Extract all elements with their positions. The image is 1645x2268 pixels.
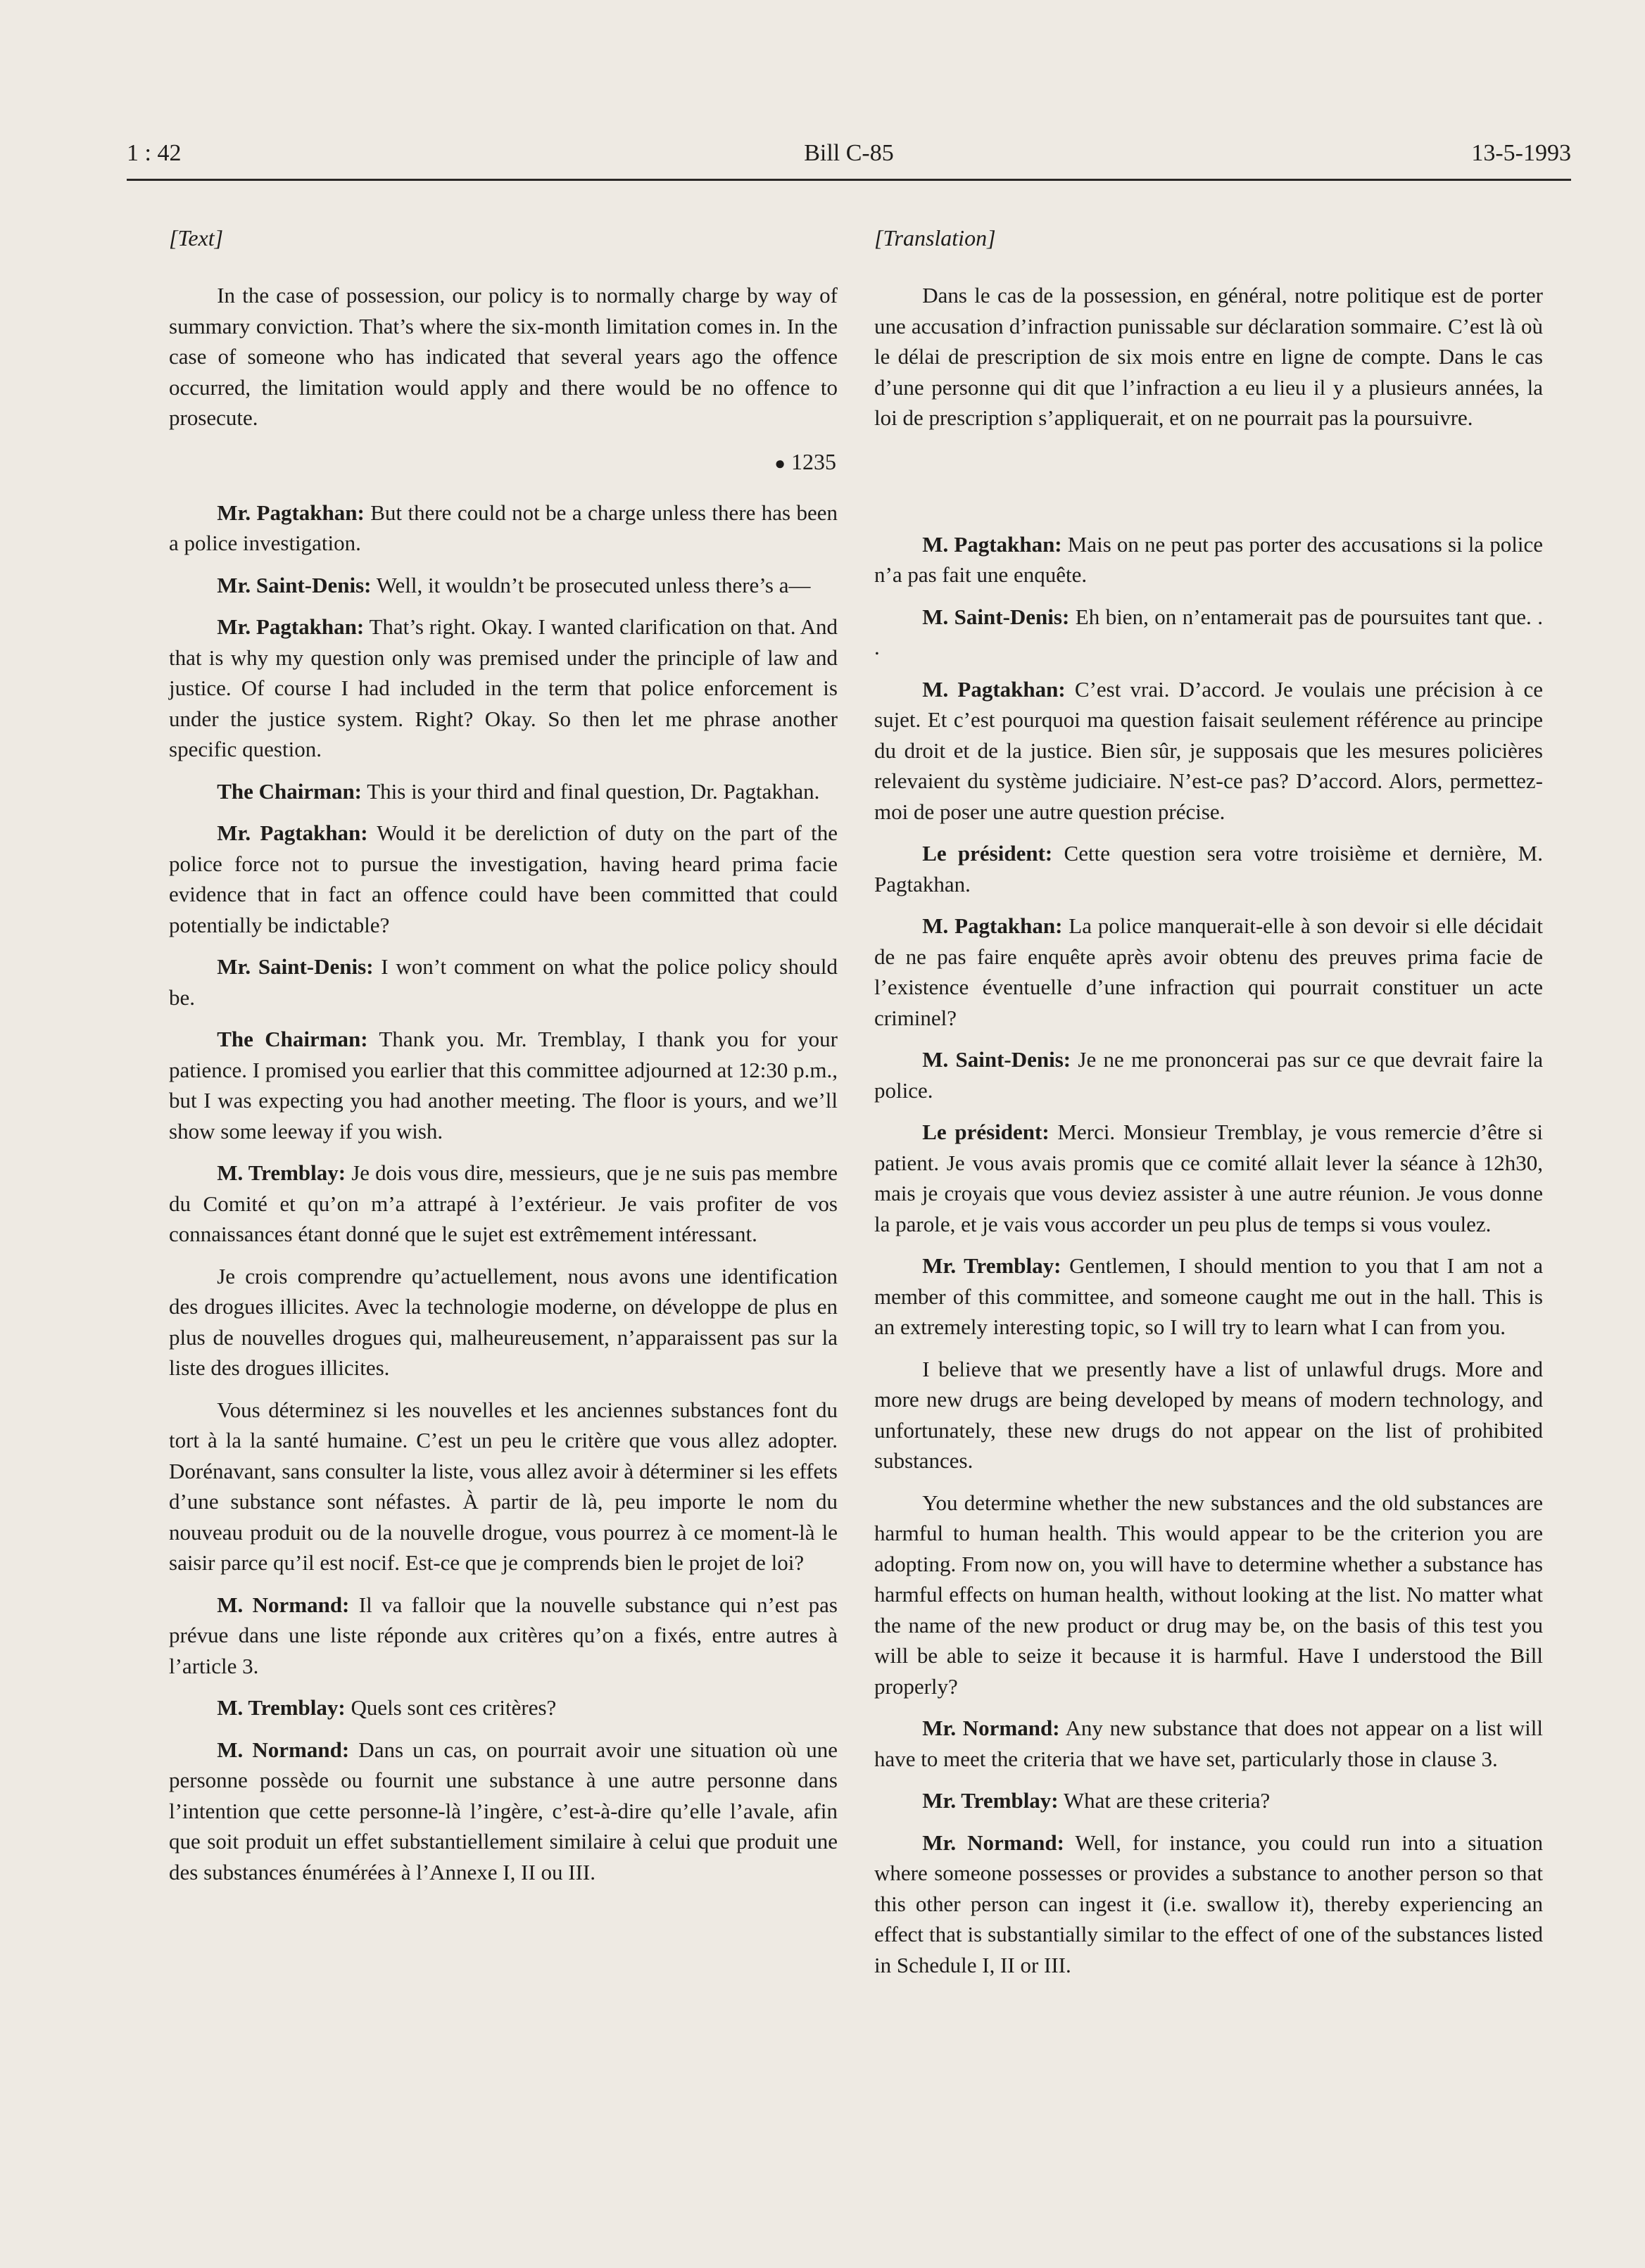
- time-marker-text: 1235: [791, 448, 836, 474]
- paragraph-text: La police manquerait-elle à son devoir si elle décidait de ne pas faire enquête après avoir obtenu des preuves prima facie de l’existence éventuelle d’une infraction qui pourrait constituer un acte criminel?: [874, 913, 1543, 1030]
- paragraph: [169, 612, 838, 765]
- paragraph-text: This is your third and final question, Dr. Pagtakhan.: [362, 778, 820, 804]
- speaker-name: Mr. Normand:: [922, 1830, 1064, 1855]
- paragraph: [874, 602, 1543, 663]
- paragraph: [874, 1117, 1543, 1239]
- speaker-name: Mr. Tremblay:: [922, 1253, 1061, 1278]
- paragraph-text: What are these criteria?: [1058, 1788, 1271, 1813]
- spacer: [874, 445, 1543, 529]
- paragraph: [169, 498, 838, 559]
- paragraph-text: I won’t comment on what the police policy should be.: [169, 954, 838, 1010]
- paragraph-text: Merci. Monsieur Tremblay, je vous remercie d’être si patient. Je vous avais promis que ce comité allait lever la séance à 12h30, mais je croyais que vous deviez assister à une autre réunion. Je vous donne la parole, et je vais vous accorder un peu plus de temps si vous voulez.: [874, 1120, 1544, 1236]
- paragraph: [874, 1713, 1543, 1774]
- speaker-name: M. Tremblay:: [217, 1160, 346, 1185]
- paragraph: [169, 1735, 838, 1888]
- paragraph: [169, 1692, 838, 1723]
- paragraph: [169, 1395, 838, 1578]
- left-column: [169, 224, 838, 1899]
- speaker-name: M. Saint-Denis:: [922, 604, 1070, 629]
- paragraph: [874, 674, 1543, 828]
- paragraph-text: Would it be dereliction of duty on the part of the police force not to pursue the investigation, having heard prima facie evidence that in fact an offence could have been committed that could potentially be indictable?: [169, 821, 838, 937]
- paragraph-text: Mais on ne peut pas porter des accusations si la police n’a pas fait une enquête.: [874, 531, 1543, 587]
- paragraph-text: But there could not be a charge unless there has been a police investigation.: [169, 500, 838, 555]
- paragraph-text: Thank you. Mr. Tremblay, I thank you for your patience. I promised you earlier that this committee adjourned at 12:30 p.m., but I was expecting you had another meeting. The floor is yours, and we’ll show some leeway if you wish.: [169, 1027, 838, 1143]
- speaker-name: Mr. Pagtakhan:: [217, 614, 365, 639]
- page-number: 1 : 42: [127, 140, 182, 166]
- speaker-name: M. Pagtakhan:: [922, 913, 1063, 938]
- speaker-name: M. Normand:: [217, 1737, 350, 1762]
- speaker-name: Le président:: [922, 841, 1053, 866]
- speaker-name: Le président:: [922, 1120, 1050, 1144]
- paragraph-text: Cette question sera votre troisième et dernière, M. Pagtakhan.: [874, 841, 1543, 897]
- paragraph-text: Dans le cas de la possession, en général, notre politique est de porter une accusation d’infraction punissable sur déclaration sommaire. C’est là où le délai de prescription de six mois entre en ligne de compte. Dans le cas d’une personne qui dit que l’infraction a eu lieu il y a plusieurs années, la loi de prescription s’appliquerait, et on ne pourrait pas la poursuivre.: [874, 283, 1543, 430]
- speaker-name: Mr. Pagtakhan:: [217, 821, 368, 845]
- paragraph: [169, 280, 838, 433]
- paragraph: [874, 911, 1543, 1033]
- paragraph: [874, 1827, 1543, 1981]
- bullet-icon: ●: [774, 452, 786, 474]
- paragraph: [169, 818, 838, 940]
- speaker-name: Mr. Pagtakhan:: [217, 500, 365, 525]
- paragraph: [874, 1785, 1543, 1816]
- document-title: Bill C-85: [804, 140, 894, 166]
- paragraph-text: C’est vrai. D’accord. Je voulais une précision à ce sujet. Et c’est pourquoi ma question faisait seulement référence au principe du droit et de la justice. Bien sûr, je supposais que les mesures policières relevaient du système judiciaire. N’est-ce pas? D’accord. Alors, permettez-moi de poser une autre question précise.: [874, 676, 1543, 824]
- time-marker: [169, 448, 838, 478]
- paragraph: [874, 280, 1543, 433]
- paragraph: [169, 951, 838, 1013]
- paragraph: [874, 1250, 1543, 1343]
- speaker-name: Mr. Saint-Denis:: [217, 954, 374, 979]
- paragraph: [169, 1024, 838, 1146]
- speaker-name: The Chairman:: [217, 1027, 368, 1051]
- paragraph-text: Any new substance that does not appear on a list will have to meet the criteria that we have set, particularly those in clause 3.: [874, 1716, 1543, 1771]
- speaker-name: M. Pagtakhan:: [922, 531, 1062, 557]
- paragraph-text: Well, for instance, you could run into a situation where someone possesses or provides a substance to another person so that this other person can ingest it (i.e. swallow it), thereby experiencing an effect that is substantially similar to the effect of one of the substances listed in Schedule I, II or III.: [874, 1830, 1544, 1977]
- speaker-name: M. Pagtakhan:: [922, 676, 1066, 702]
- paragraph: [874, 1354, 1543, 1476]
- paragraph-text: Eh bien, on n’entamerait pas de poursuites tant que. . .: [874, 604, 1543, 659]
- speaker-name: Mr. Tremblay:: [922, 1788, 1059, 1813]
- paragraph-text: Quels sont ces critères?: [345, 1695, 557, 1720]
- paragraph-text: Je dois vous dire, messieurs, que je ne suis pas membre du Comité et qu’on m’a attrapé à l’extérieur. Je vais profiter de vos connaissances étant donné que le sujet est extrêmement intéressant.: [169, 1160, 838, 1246]
- right-column: [874, 224, 1543, 1991]
- paragraph-text: Je ne me prononcerai pas sur ce que devrait faire la police.: [874, 1047, 1544, 1103]
- speaker-name: M. Saint-Denis:: [922, 1047, 1071, 1072]
- meeting-date: 13-5-1993: [1471, 140, 1571, 166]
- paragraph-text: Je crois comprendre qu’actuellement, nous avons une identification des drogues illicites. Avec la technologie moderne, on développe de plus en plus de nouvelles drogues qui, malheureusement, n’apparaissent pas sur la liste des drogues illicites.: [169, 1263, 838, 1380]
- paragraph-text: Vous déterminez si les nouvelles et les anciennes substances font du tort à la la santé humaine. C’est un peu le critère que vous allez adopter. Dorénavant, sans consulter la liste, vous allez avoir à déterminer si les effets d’une substance sont néfastes. À partir de là, peu importe le nom du nouveau produit ou de la nouvelle drogue, vous pourrez à ce moment-là le saisir parce qu’il est nocif. Est-ce que je comprends bien le projet de loi?: [169, 1397, 838, 1575]
- paragraph-text: I believe that we presently have a list of unlawful drugs. More and more new drugs are being developed by means of modern technology, and unfortunately, these new drugs do not appear on the list of prohibited substances.: [874, 1356, 1543, 1473]
- speaker-name: Mr. Saint-Denis:: [217, 572, 372, 597]
- paragraph-text: Gentlemen, I should mention to you that I am not a member of this committee, and someone caught me out in the hall. This is an extremely interesting topic, so I will try to learn what I can from you.: [874, 1253, 1543, 1339]
- paragraph: [169, 1261, 838, 1383]
- paragraph-text: You determine whether the new substances and the old substances are harmful to human health. This would appear to be the criterion you are adopting. From now on, you will have to determine whether a substance has harmful effects on human health, without looking at the list. No matter what the name of the new product or drug may be, on the basis of this test you will be able to seize it because it is harmful. Have I understood the Bill properly?: [874, 1490, 1543, 1699]
- paragraph: [874, 838, 1543, 899]
- column-label-text: [Text]: [169, 225, 224, 251]
- paragraph-text: Il va falloir que la nouvelle substance qui n’est pas prévue dans une liste réponde aux critères qu’on a fixés, entre autres à l’article 3.: [169, 1592, 838, 1678]
- paragraph: [169, 570, 838, 601]
- paragraph-text: Dans un cas, on pourrait avoir une situation où une personne possède ou fournit une substance à une autre personne dans l’intention que cette personne-là l’ingère, c’est-à-dire qu’elle l’avale, afin que soit produit un effet substantiellement similaire à celui que produit une des substances énumérées à l’Annexe I, II ou III.: [169, 1737, 838, 1884]
- page-header: [127, 139, 1571, 181]
- paragraph-text: That’s right. Okay. I wanted clarification on that. And that is why my question only was premised under the principle of law and justice. Of course I had included in the term that police enforcement is under the justice system. Right? Okay. So then let me phrase another specific question.: [169, 614, 838, 761]
- speaker-name: The Chairman:: [217, 778, 363, 804]
- paragraph-text: In the case of possession, our policy is to normally charge by way of summary conviction. That’s where the six-month limitation comes in. In the case of someone who has indicated that several years ago the offence occurred, the limitation would apply and there would be no offence to prosecute.: [169, 283, 838, 430]
- speaker-name: M. Normand:: [217, 1592, 350, 1617]
- paragraph: [169, 1590, 838, 1682]
- paragraph: [874, 1044, 1543, 1106]
- column-label-translation: [Translation]: [874, 225, 996, 251]
- paragraph: [169, 776, 838, 807]
- speaker-name: Mr. Normand:: [922, 1716, 1060, 1740]
- paragraph: [874, 529, 1543, 590]
- paragraph-text: Well, it wouldn’t be prosecuted unless there’s a—: [371, 572, 811, 597]
- paragraph: [169, 1158, 838, 1250]
- speaker-name: M. Tremblay:: [217, 1695, 346, 1720]
- paragraph: [874, 1488, 1543, 1702]
